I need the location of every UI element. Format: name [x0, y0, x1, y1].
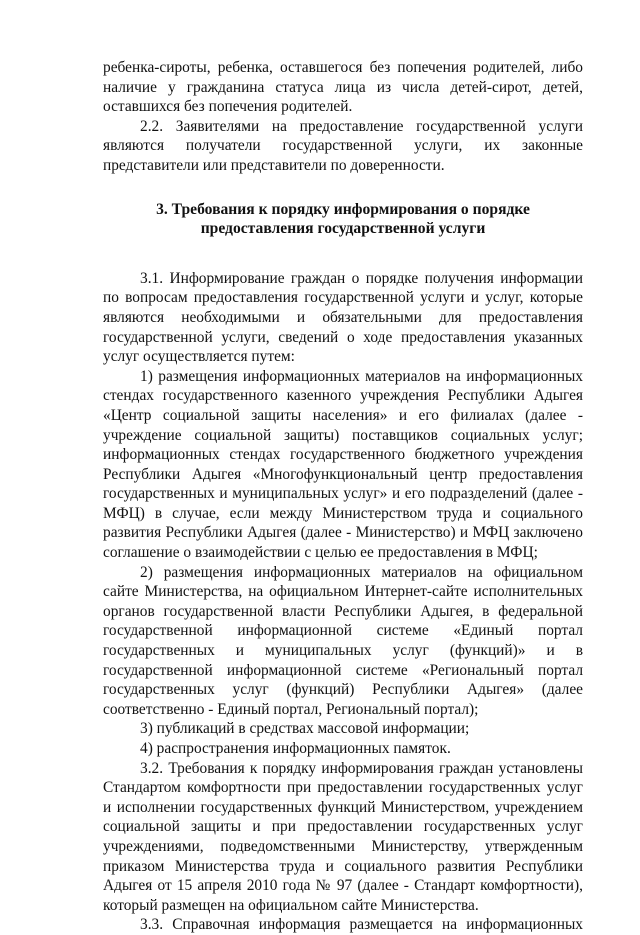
intro-paragraph: ребенка-сироты, ребенка, оставшегося без попечения родителей, либо наличие у гражданина статуса лица из числа детей-сирот, детей, оставшихся без попечения родителей. — [103, 59, 583, 116]
section-heading: 3. Требования к порядку информирования о порядке предоставления государственной услуги — [156, 200, 530, 238]
paragraph-3-2: 3.2. Требования к порядку информирования граждан установлены Стандартом комфортности при предоставлении государственных услуг и исполнении государственных функций Министерством, учреждением социальной защиты и при предоставлении государственных услуг учреждениями, подведомственными Министерству, утвержденным приказом Министерства труда и социального развития Республики Адыгея от 15 апреля 2010 года № 97 (далее - Стандарт комфортности), который размещен на официальном сайте Министерства. — [103, 759, 583, 914]
list-item-3: 3) публикаций в средствах массовой информации; — [140, 720, 470, 738]
list-item-1: 1) размещения информационных материалов на информационных стендах государственного казенного учреждения Республики Адыгея «Центр социальной защиты населения» и его филиалах (далее - учреждение социальной защиты) поставщиков социальных услуг; информационных стендах государственного бюджетного учреждения Республики Адыгея «Многофункциональный центр предоставления государственных и муниципальных услуг» и его подразделений (далее - МФЦ) в случае, если между Министерством труда и социального развития Республики Адыгея (далее - Министерство) и МФЦ заключено соглашение о взаимодействии с целью ее предоставления в МФЦ; — [103, 367, 583, 562]
paragraph-3-1: 3.1. Информирование граждан о порядке получения информации по вопросам предоставления государственной услуги и услуг, которые являются необходимыми и обязательными для предоставления государственной услуги, сведений о ходе предоставления указанных услуг осуществляется путем: — [103, 269, 583, 366]
paragraph-3-3: 3.3. Справочная информация размещается на информационных — [140, 916, 583, 934]
list-item-4: 4) распространения информационных памяток. — [140, 740, 451, 757]
list-item-2: 2) размещения информационных материалов на официальном сайте Министерства, на официальном Интернет-сайте исполнительных органов государственной власти Республики Адыгея, в федеральной государственной информационной системе «Единый портал государственных и муниципальных услуг (функций)» и в государственной информационной системе «Региональный портал государственных услуг (функций) Республики Адыгея» (далее соответственно - Единый портал, Региональный портал); — [103, 563, 583, 718]
document-page — [103, 58, 583, 935]
paragraph-2-2: 2.2. Заявителями на предоставление государственной услуги являются получатели государственной услуги, их законные представители или представители по доверенности. — [103, 117, 583, 174]
